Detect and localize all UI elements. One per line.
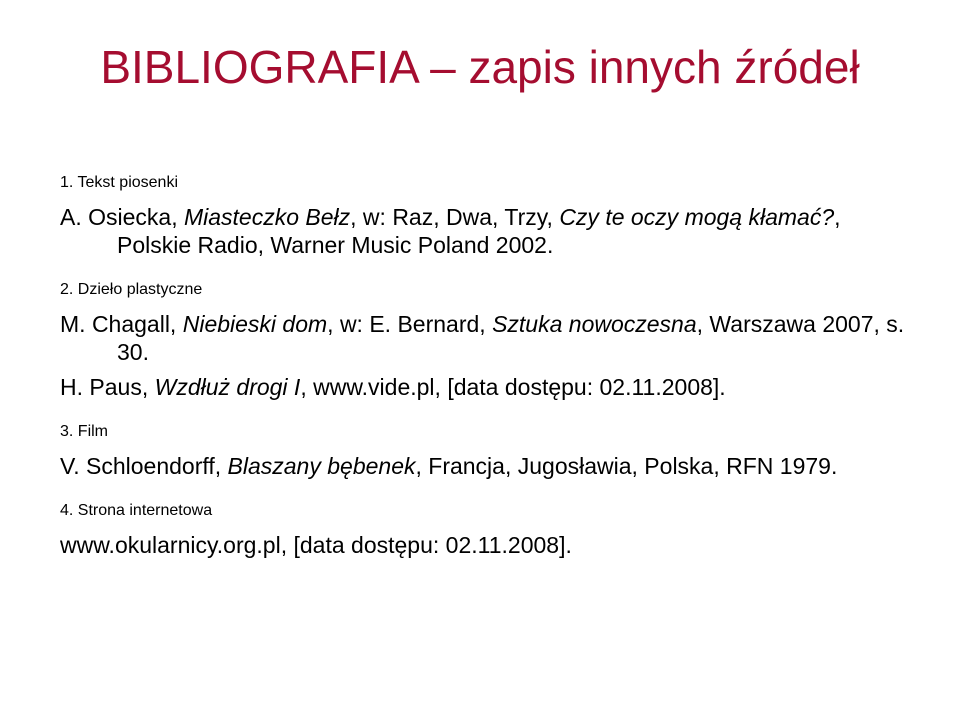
entry-text: V. Schloendorff, xyxy=(60,453,228,479)
bibliography-section-website xyxy=(60,500,910,559)
entry-text: , Polskie Radio, Warner Music Poland 2002. xyxy=(117,204,841,258)
section-label: 2. Dzieło plastyczne xyxy=(60,281,203,298)
entry-title: Miasteczko Bełz xyxy=(183,204,351,230)
bibliography-entry xyxy=(60,531,910,559)
bibliography-entry xyxy=(60,203,910,259)
entry-text: , Francja, Jugosławia, Polska, RFN 1979. xyxy=(415,453,838,479)
bibliography-section-song xyxy=(60,172,910,259)
entry-title: Blaszany bębenek xyxy=(227,453,416,479)
bibliography-entry xyxy=(60,452,910,480)
entry-text: www.okularnicy.org.pl, [data dostępu: 02.11.2008]. xyxy=(60,532,572,558)
section-label: 4. Strona internetowa xyxy=(60,502,213,519)
entry-title: Niebieski dom xyxy=(182,311,328,337)
entry-title: Sztuka nowoczesna xyxy=(492,311,697,337)
entry-text: A. Osiecka, xyxy=(60,204,184,230)
bibliography-entry xyxy=(60,373,910,401)
section-label: 3. Film xyxy=(60,423,108,440)
entry-text: , www.vide.pl, [data dostępu: 02.11.2008]. xyxy=(300,374,726,400)
entry-text: , Warszawa 2007, s. 30. xyxy=(117,311,905,365)
section-label: 1. Tekst piosenki xyxy=(60,174,178,191)
entry-text: M. Chagall, xyxy=(60,311,183,337)
entry-text: H. Paus, xyxy=(60,374,155,400)
entry-text: , w: Raz, Dwa, Trzy, xyxy=(350,204,560,230)
bibliography-section-film xyxy=(60,421,910,480)
bibliography-list xyxy=(60,172,910,579)
slide-title: BIBLIOGRAFIA – zapis innych źródeł xyxy=(100,41,860,93)
entry-title: Czy te oczy mogą kłamać? xyxy=(559,204,835,230)
bibliography-entry xyxy=(60,310,910,366)
entry-title: Wzdłuż drogi I xyxy=(154,374,301,400)
bibliography-section-artwork xyxy=(60,279,910,401)
entry-text: , w: E. Bernard, xyxy=(327,311,493,337)
